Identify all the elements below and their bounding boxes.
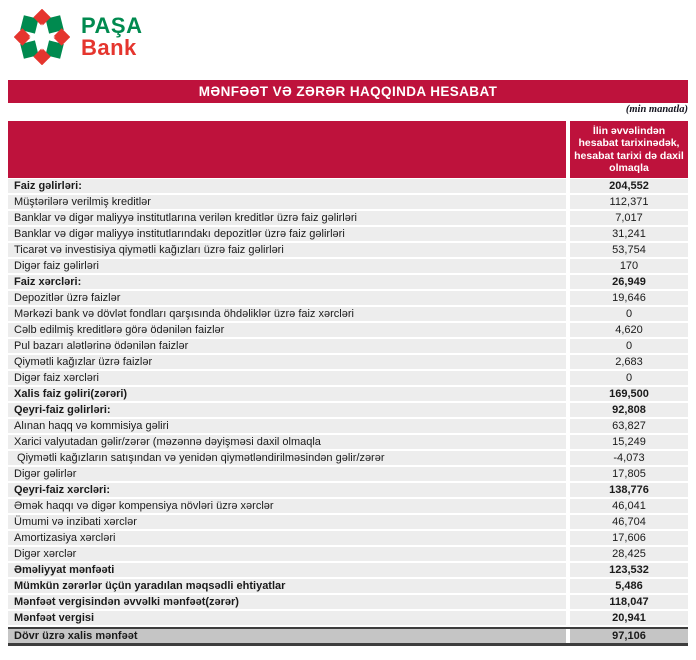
table-row: [8, 435, 688, 449]
row-label: Faiz gəlirləri:: [8, 179, 566, 193]
row-value: 31,241: [570, 227, 688, 241]
row-label: Alınan haqq və kommisiya gəliri: [8, 419, 566, 433]
row-label: Qeyri-faiz gəlirləri:: [8, 403, 566, 417]
table-row: [8, 195, 688, 209]
row-label: Ticarət və investisiya qiymətli kağızları üzrə faiz gəlirləri: [8, 243, 566, 257]
row-value: 53,754: [570, 243, 688, 257]
row-value: 169,500: [570, 387, 688, 401]
row-label: Müştərilərə verilmiş kreditlər: [8, 195, 566, 209]
table-row: [8, 211, 688, 225]
row-label: Banklar və digər maliyyə institutlarına verilən kreditlər üzrə faiz gəlirləri: [8, 211, 566, 225]
table-row: [8, 531, 688, 545]
row-value: 112,371: [570, 195, 688, 209]
row-value: 46,704: [570, 515, 688, 529]
table-row: [8, 323, 688, 337]
unit-note: (min manatla): [625, 104, 688, 115]
row-label: Banklar və digər maliyyə institutlarındakı depozitlər üzrə faiz gəlirləri: [8, 227, 566, 241]
row-value: 17,606: [570, 531, 688, 545]
row-value: 28,425: [570, 547, 688, 561]
table-row: [8, 579, 688, 593]
row-label: Qiymətli kağızlar üzrə faizlər: [8, 355, 566, 369]
row-value: 0: [570, 339, 688, 353]
table-body: [8, 179, 688, 646]
row-value: 17,805: [570, 467, 688, 481]
row-value: 118,047: [570, 595, 688, 609]
row-value: 15,249: [570, 435, 688, 449]
table-row: [8, 403, 688, 417]
row-value: 170: [570, 259, 688, 273]
row-label: Digər faiz xərcləri: [8, 371, 566, 385]
row-label: Mərkəzi bank və dövlət fondları qarşısında öhdəliklər üzrə faiz xərcləri: [8, 307, 566, 321]
table-row: [8, 291, 688, 305]
row-value: 138,776: [570, 483, 688, 497]
pinwheel-logo-icon: [14, 9, 70, 65]
pasha-bank-logo: [14, 9, 143, 65]
row-value: 26,949: [570, 275, 688, 289]
row-value: 92,808: [570, 403, 688, 417]
row-label: Digər gəlirlər: [8, 467, 566, 481]
row-label: Amortizasiya xərcləri: [8, 531, 566, 545]
row-label: Mənfəət vergisi: [8, 611, 566, 625]
row-value: 46,041: [570, 499, 688, 513]
row-value: 0: [570, 307, 688, 321]
row-value: 5,486: [570, 579, 688, 593]
header-label-cell: [8, 121, 566, 178]
brand-name-bottom: Bank: [81, 35, 137, 60]
table-row: [8, 467, 688, 481]
row-label: Mənfəət vergisindən əvvəlki mənfəət(zərər): [8, 595, 566, 609]
row-value: 2,683: [570, 355, 688, 369]
row-value: 63,827: [570, 419, 688, 433]
table-row: [8, 595, 688, 609]
table-row: [8, 499, 688, 513]
row-value: 7,017: [570, 211, 688, 225]
table-row: [8, 275, 688, 289]
table-row: [8, 387, 688, 401]
row-label: Faiz xərcləri:: [8, 275, 566, 289]
table-row: [8, 419, 688, 433]
row-value: 19,646: [570, 291, 688, 305]
table-row: [8, 259, 688, 273]
row-label: Əmək haqqı və digər kompensiya növləri üzrə xərclər: [8, 499, 566, 513]
row-label: Cəlb edilmiş kreditlərə görə ödənilən faizlər: [8, 323, 566, 337]
row-label: Dövr üzrə xalis mənfəət: [8, 629, 566, 643]
row-label: Xarici valyutadan gəlir/zərər (məzənnə dəyişməsi daxil olmaqla: [8, 435, 566, 449]
row-label: Digər faiz gəlirləri: [8, 259, 566, 273]
row-value: -4,073: [570, 451, 688, 465]
report-title: MƏNFƏƏT VƏ ZƏRƏR HAQQINDA HESABAT: [8, 80, 688, 103]
row-label: Depozitlər üzrə faizlər: [8, 291, 566, 305]
table-row: [8, 179, 688, 193]
profit-loss-table: [8, 121, 688, 646]
table-row: [8, 563, 688, 577]
row-label: Mümkün zərərlər üçün yaradılan məqsədli ehtiyatlar: [8, 579, 566, 593]
table-row: [8, 451, 688, 465]
row-label: Qiymətli kağızların satışından və yenidən qiymətləndirilməsindən gəlir/zərər: [8, 451, 566, 465]
row-value: 20,941: [570, 611, 688, 625]
row-value: 123,532: [570, 563, 688, 577]
table-header-row: [8, 121, 688, 178]
table-row: [8, 355, 688, 369]
row-label: Əməliyyat mənfəəti: [8, 563, 566, 577]
brand-wordmark: [81, 15, 143, 59]
row-value: 0: [570, 371, 688, 385]
row-value: 97,106: [570, 629, 688, 643]
table-row: [8, 243, 688, 257]
table-row: [8, 611, 688, 625]
table-row: [8, 547, 688, 561]
table-row: [8, 307, 688, 321]
header-value-cell: İlin əvvəlindən hesabat tarixinədək, hesabat tarixi də daxil olmaqla: [570, 121, 688, 178]
table-row: [8, 371, 688, 385]
row-label: Xalis faiz gəliri(zərəri): [8, 387, 566, 401]
row-value: 204,552: [570, 179, 688, 193]
brand-name-top: PAŞA: [81, 13, 143, 38]
table-row: [8, 515, 688, 529]
row-label: Qeyri-faiz xərcləri:: [8, 483, 566, 497]
table-row: [8, 339, 688, 353]
row-label: Ümumi və inzibati xərclər: [8, 515, 566, 529]
row-label: Digər xərclər: [8, 547, 566, 561]
table-row: [8, 483, 688, 497]
table-row: [8, 227, 688, 241]
row-label: Pul bazarı alətlərinə ödənilən faizlər: [8, 339, 566, 353]
table-row: [8, 627, 688, 646]
row-value: 4,620: [570, 323, 688, 337]
